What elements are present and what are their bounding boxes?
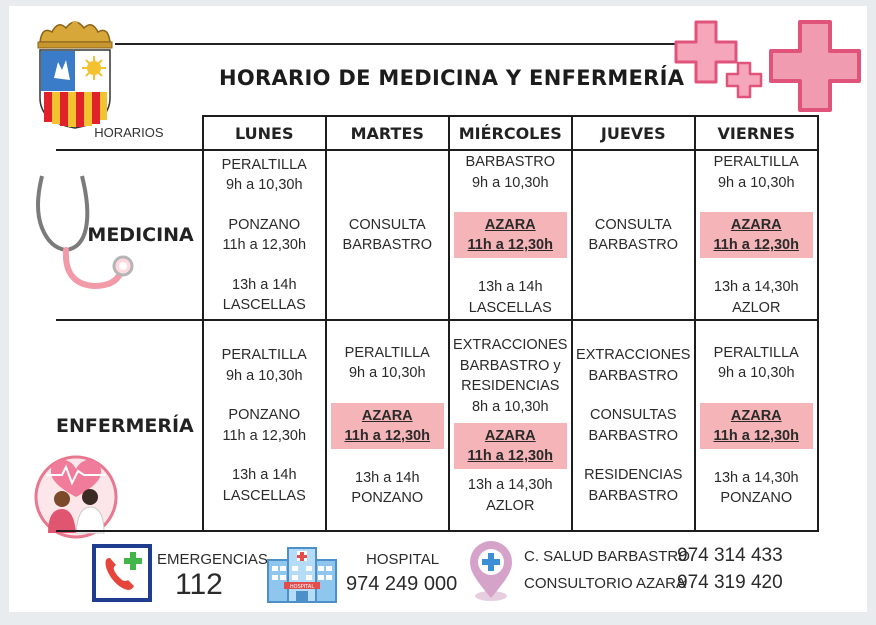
azara-highlight	[454, 423, 567, 469]
contact-label: CONSULTORIO AZARA	[524, 575, 686, 592]
schedule-cell	[449, 150, 572, 320]
schedule-row	[56, 320, 818, 531]
entry-line: PERALTILLA	[221, 347, 307, 363]
schedule-entry	[204, 275, 325, 316]
contact-footer	[0, 540, 876, 610]
day-header: JUEVES	[572, 116, 695, 150]
azara-highlight	[700, 403, 813, 449]
entry-line: AZARA	[484, 217, 536, 233]
corner-label: HORARIOS	[56, 116, 203, 150]
schedule-entry	[696, 152, 817, 193]
entry-line: BARBASTRO y	[459, 357, 561, 374]
row-label: ENFERMERÍA	[56, 320, 203, 531]
hospital-icon	[264, 542, 340, 604]
schedule-entry	[450, 277, 571, 318]
schedule-entry	[573, 215, 694, 256]
schedule-cell	[203, 320, 326, 531]
entry-line: PONZANO	[228, 407, 301, 423]
entry-line: 11h a 12,30h	[467, 237, 553, 253]
schedule-entry	[327, 343, 448, 384]
contact-number: 974 314 433	[677, 545, 783, 566]
entry-line: PERALTILLA	[713, 154, 799, 170]
day-header: VIERNES	[695, 116, 818, 150]
schedule-entry	[204, 215, 325, 256]
azara-highlight	[331, 403, 444, 449]
day-header: MIÉRCOLES	[449, 116, 572, 150]
entry-line: 13h a 14,30h	[713, 279, 799, 295]
entry-line: 13h a 14,30h	[467, 477, 553, 493]
entry-line: CONSULTA	[594, 216, 672, 233]
entry-line: PERALTILLA	[713, 344, 799, 361]
schedule-table	[56, 115, 819, 532]
azara-highlight	[454, 212, 567, 258]
schedule-entry	[204, 155, 325, 196]
entry-line: CONSULTA	[348, 216, 426, 233]
page-title: HORARIO DE MEDICINA Y ENFERMERÍA	[219, 66, 685, 90]
entry-line: AZARA	[730, 217, 782, 233]
hospital-label: HOSPITAL	[366, 551, 440, 568]
entry-line: PERALTILLA	[344, 344, 430, 361]
crest-icon	[30, 18, 120, 130]
entry-line: 9h a 10,30h	[348, 365, 426, 381]
schedule-entry	[573, 345, 694, 386]
entry-line: PONZANO	[720, 490, 793, 506]
entry-line: BARBASTRO	[342, 237, 432, 253]
entry-line: 9h a 10,30h	[717, 174, 795, 191]
contact-number: 974 319 420	[677, 572, 783, 593]
entry-line: RESIDENCIAS	[584, 467, 683, 483]
entry-line: 11h a 12,30h	[344, 427, 430, 444]
schedule-cell	[203, 150, 326, 320]
entry-line: RESIDENCIAS	[461, 378, 560, 394]
schedule-cell	[572, 150, 695, 320]
entry-line: BARBASTRO	[588, 487, 678, 504]
entry-line: AZARA	[361, 407, 413, 424]
entry-line: 13h a 14h	[355, 469, 420, 486]
schedule-cell	[326, 320, 449, 531]
entry-line: AZARA	[730, 407, 782, 424]
schedule-entry	[327, 215, 448, 256]
entry-line: 9h a 10,30h	[225, 177, 303, 193]
entry-line: 9h a 10,30h	[225, 367, 303, 384]
entry-line: AZLOR	[486, 497, 535, 514]
location-pin-icon	[466, 540, 516, 604]
entry-line: LASCELLAS	[468, 299, 552, 316]
schedule-entry	[696, 277, 817, 318]
medical-cross-icon	[767, 18, 863, 114]
entry-line: LASCELLAS	[222, 297, 306, 313]
entry-line: 11h a 12,30h	[222, 427, 307, 444]
schedule-entry	[327, 468, 448, 509]
schedule-entry	[450, 335, 571, 417]
schedule-entry	[573, 465, 694, 506]
entry-line: 13h a 14h	[232, 467, 297, 483]
schedule-cell	[449, 320, 572, 531]
entry-line: BARBASTRO	[588, 427, 678, 444]
entry-line: LASCELLAS	[222, 487, 306, 504]
schedule-entry	[204, 465, 325, 506]
schedule-entry	[204, 405, 325, 446]
entry-line: 8h a 10,30h	[471, 398, 549, 415]
title-rule	[115, 43, 697, 45]
entry-line: 11h a 12,30h	[713, 237, 799, 253]
entry-line: 11h a 12,30h	[222, 237, 307, 253]
day-header: LUNES	[203, 116, 326, 150]
entry-line: PERALTILLA	[221, 156, 307, 173]
entry-line: 13h a 14,30h	[713, 469, 799, 486]
schedule-cell	[695, 150, 818, 320]
schedule-entry	[450, 475, 571, 516]
entry-line: BARBASTRO	[588, 237, 678, 253]
entry-line: PONZANO	[351, 490, 424, 506]
schedule-cell	[695, 320, 818, 531]
entry-line: 13h a 14h	[478, 279, 543, 295]
row-label: MEDICINA	[56, 150, 203, 320]
entry-line: BARBASTRO	[588, 367, 678, 384]
entry-line: AZLOR	[732, 299, 781, 316]
hospital-sign: HOSPITAL	[289, 584, 315, 590]
schedule-entry	[696, 343, 817, 384]
schedule-entry	[204, 345, 325, 386]
entry-line: 9h a 10,30h	[717, 365, 795, 381]
schedule-cell	[326, 150, 449, 320]
contact-label: C. SALUD BARBASTRO	[524, 548, 690, 565]
medical-cross-icon	[724, 60, 764, 100]
entry-line: 11h a 12,30h	[713, 427, 799, 444]
entry-line: AZARA	[484, 428, 536, 444]
entry-line: 9h a 10,30h	[471, 174, 549, 191]
schedule-row	[56, 150, 818, 320]
entry-line: 11h a 12,30h	[467, 448, 553, 464]
entry-line: EXTRACCIONES	[453, 337, 568, 353]
entry-line: BARBASTRO	[465, 154, 555, 170]
phone-icon	[92, 544, 152, 602]
entry-line: PONZANO	[228, 216, 301, 233]
entry-line: CONSULTAS	[590, 407, 677, 423]
schedule-entry	[450, 152, 571, 193]
schedule-cell	[572, 320, 695, 531]
emergencias-number: 112	[175, 568, 223, 601]
day-header: MARTES	[326, 116, 449, 150]
emergencias-label: EMERGENCIAS	[157, 551, 268, 568]
azara-highlight	[700, 212, 813, 258]
entry-line: EXTRACCIONES	[576, 347, 691, 363]
schedule-entry	[696, 468, 817, 509]
schedule-entry	[573, 405, 694, 446]
entry-line: 13h a 14h	[232, 276, 297, 293]
hospital-number: 974 249 000	[346, 573, 458, 595]
